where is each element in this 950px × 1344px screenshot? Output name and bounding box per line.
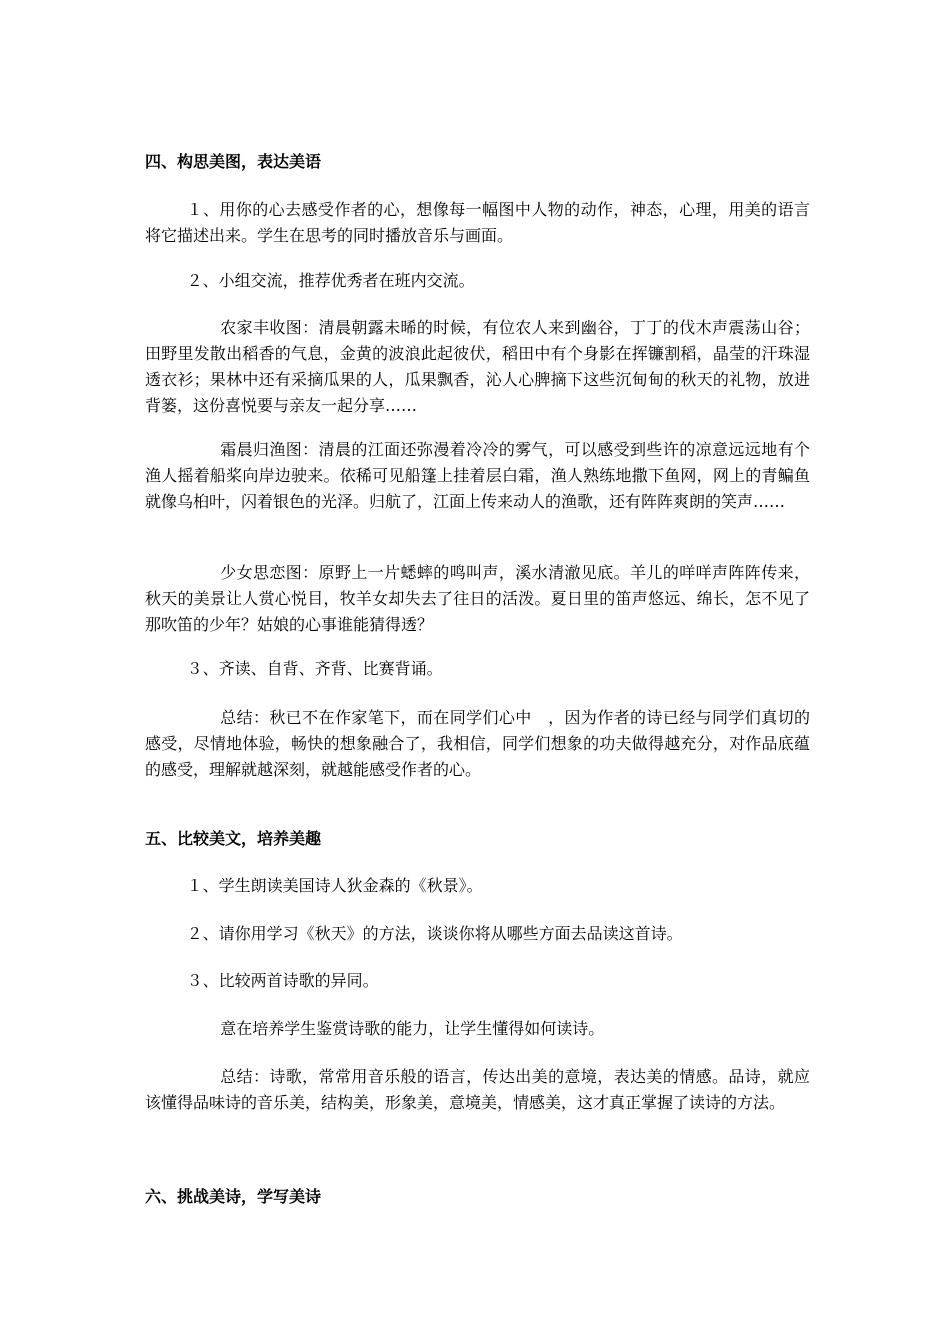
- paragraph-girl-longing: 少女思恋图：原野上一片蟋蟀的鸣叫声，溪水清澈见底。羊儿的咩咩声阵阵传来，秋天的美景让人赏心悦目，牧羊女却失去了往日的活泼。夏日里的笛声悠远、绵长，怎不见了那吹笛的少年？姑娘的心事谁能猜得透？: [145, 563, 810, 634]
- paragraph-frost-fishing: 霜晨归渔图：清晨的江面还弥漫着冷冷的雾气，可以感受到些许的凉意远远地有个渔人摇着船桨向岸边驶来。依稀可见船篷上挂着层白霜，渔人熟练地撒下鱼网，网上的青鳊鱼就像乌桕叶，闪着银色的光泽。归航了，江面上传来动人的渔歌，还有阵阵爽朗的笑声……: [145, 440, 810, 511]
- paragraph-4-summary: 总结：秋已不在作家笔下，而在同学们心中 ，因为作者的诗已经与同学们真切的感受，尽情地体验，畅快的想象融合了，我相信，同学们想象的功夫做得越充分，对作品底蕴的感受，理解就越深刻，就越能感受作者的心。: [145, 708, 810, 779]
- section-heading-5: 五、比较美文，培养美趣: [145, 829, 322, 848]
- paragraph-farm-harvest: 农家丰收图：清晨朝露未晞的时候，有位农人来到幽谷，丁丁的伐木声震荡山谷；田野里发散出稻香的气息，金黄的波浪此起彼伏，稻田中有个身影在挥镰割稻，晶莹的汗珠湿透衣衫；果林中还有采摘瓜果的人，瓜果飘香，沁人心脾摘下这些沉甸甸的秋天的礼物，放进背篓，这份喜悦要与亲友一起分享……: [145, 318, 810, 415]
- section-heading-4: 四、构思美图，表达美语: [145, 152, 322, 171]
- paragraph-5-purpose: 意在培养学生鉴赏诗歌的能力，让学生懂得如何读诗。: [220, 1019, 605, 1038]
- section-heading-6: 六、挑战美诗，学写美诗: [145, 1187, 322, 1206]
- paragraph-5-3: ３、比较两首诗歌的异同。: [186, 971, 379, 990]
- paragraph-5-summary: 总结：诗歌，常常用音乐般的语言，传达出美的意境，表达美的情感。品诗，就应该懂得品味诗的音乐美，结构美，形象美，意境美，情感美，这才真正掌握了读诗的方法。: [145, 1067, 810, 1112]
- paragraph-4-2: ２、小组交流，推荐优秀者在班内交流。: [186, 271, 475, 290]
- paragraph-4-1: １、用你的心去感受作者的心，想像每一幅图中人物的动作，神态，心理，用美的语言将它描述出来。学生在思考的同时播放音乐与画面。: [145, 200, 810, 245]
- paragraph-5-2: ２、请你用学习《秋天》的方法，谈谈你将从哪些方面去品读这首诗。: [186, 924, 683, 943]
- paragraph-5-1: １、学生朗读美国诗人狄金森的《秋景》。: [186, 876, 483, 895]
- paragraph-4-3: ３、齐读、自背、齐背、比赛背诵。: [186, 659, 443, 678]
